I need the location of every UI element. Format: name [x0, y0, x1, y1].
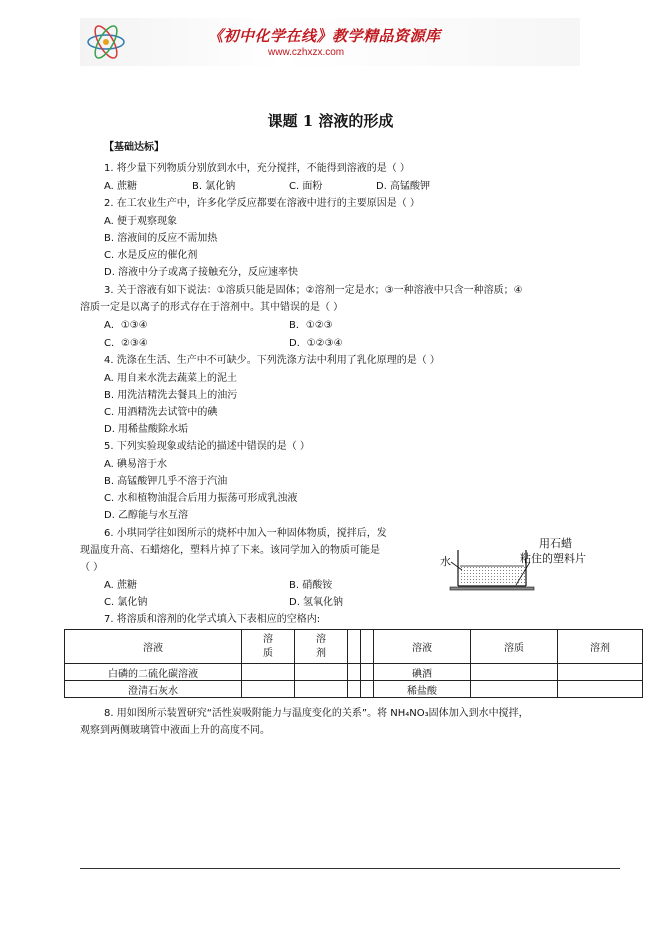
table-header-row: [65, 630, 643, 664]
solution-table: [64, 629, 643, 698]
q2-option-a: A. 便于观察现象: [104, 216, 178, 227]
q3-option-a: A．①③④: [104, 320, 148, 331]
section-heading: 【基础达标】: [104, 142, 164, 153]
table-gap-cell: [348, 664, 361, 681]
q6-option-b: B. 硝酸铵: [289, 580, 333, 591]
answer-cell[interactable]: [242, 664, 295, 681]
table-header-cell: 溶剂: [558, 630, 643, 664]
answer-cell[interactable]: [295, 664, 348, 681]
q4-option-d: D. 用稀盐酸除水垢: [104, 424, 189, 435]
fig-label-line2: 粘住的塑料片: [520, 552, 586, 565]
table-gap-cell: [348, 681, 361, 698]
table-header-cell: 溶液: [374, 630, 471, 664]
table-cell: 碘酒: [374, 664, 471, 681]
table-row: [65, 664, 643, 681]
q4-option-a: A. 用自来水洗去蔬菜上的泥土: [104, 373, 238, 384]
q2-option-d: D. 溶液中分子或离子接触充分，反应速率快: [104, 267, 299, 278]
q5-option-a: A. 碘易溶于水: [104, 459, 168, 470]
q7-stem: 7. 将溶质和溶剂的化学式填入下表相应的空格内:: [104, 614, 321, 625]
q6-stem-line3: （ ）: [80, 562, 104, 573]
q6-option-d: D. 氢氧化钠: [289, 597, 344, 608]
q4-option-b: B. 用洗洁精洗去餐具上的油污: [104, 390, 238, 401]
table-header-cell: 溶剂: [295, 630, 348, 664]
table-cell: 澄清石灰水: [65, 681, 242, 698]
q6-stem-line2: 现温度升高、石蜡熔化，塑料片掉了下来。该同学加入的物质可能是: [80, 545, 380, 556]
q8-line2: 观察到两侧玻璃管中液面上升的高度不同。: [80, 725, 270, 736]
q3-option-c: C．②③④: [104, 338, 148, 349]
beaker-diagram: [436, 536, 636, 598]
table-header-cell: 溶质: [242, 630, 295, 664]
atom-logo-icon: [84, 20, 128, 64]
table-gap-cell: [348, 630, 361, 664]
q3-stem-line2: 溶质一定是以离子的形式存在于溶剂中。其中错误的是（ ）: [80, 302, 344, 313]
q5-option-c: C. 水和植物油混合后用力振荡可形成乳浊液: [104, 493, 298, 504]
q1-option-a: A. 蔗糖: [104, 181, 138, 192]
q3-stem-line1: 3. 关于溶液有如下说法：①溶质只能是固体；②溶剂一定是水；③一种溶液中只含一种溶质；④: [104, 285, 523, 296]
q1-option-b: B. 氯化钠: [192, 181, 236, 192]
answer-cell[interactable]: [295, 681, 348, 698]
q6-option-c: C. 氯化钠: [104, 597, 148, 608]
q1-stem: 1. 将少量下列物质分别放到水中，充分搅拌，不能得到溶液的是（ ）: [104, 163, 410, 174]
table-header-cell: 溶质: [471, 630, 558, 664]
q5-stem: 5. 下列实验现象或结论的描述中错误的是（ ）: [104, 441, 310, 452]
q3-option-d: D．①②③④: [289, 338, 343, 349]
banner-title: 《初中化学在线》教学精品资源库: [208, 27, 441, 45]
q2-option-b: B. 溶液间的反应不需加热: [104, 233, 218, 244]
q2-option-c: C. 水是反应的催化剂: [104, 250, 198, 261]
footer-divider: [80, 868, 620, 869]
answer-cell[interactable]: [558, 664, 643, 681]
q2-stem: 2. 在工农业生产中，许多化学反应都要在溶液中进行的主要原因是（ ）: [104, 198, 420, 209]
answer-cell[interactable]: [242, 681, 295, 698]
q3-option-b: B．①②③: [289, 320, 333, 331]
table-row: [65, 681, 643, 698]
beaker-figure: [436, 536, 636, 602]
header-banner: [80, 18, 580, 66]
banner-url: www.czhxzx.com: [268, 47, 345, 58]
table-header-cell: 溶液: [65, 630, 242, 664]
q4-option-c: C. 用酒精洗去试管中的碘: [104, 407, 218, 418]
answer-cell[interactable]: [471, 664, 558, 681]
page-title: 课题 1 溶液的形成: [267, 112, 394, 130]
q6-option-a: A. 蔗糖: [104, 580, 138, 591]
answer-cell[interactable]: [558, 681, 643, 698]
fig-water-label: 水: [440, 555, 451, 568]
q5-option-d: D. 乙醇能与水互溶: [104, 510, 189, 521]
q1-option-d: D. 高锰酸钾: [376, 181, 431, 192]
table-gap-cell: [361, 681, 374, 698]
q6-stem-line1: 6. 小琪同学往如图所示的烧杯中加入一种固体物质，搅拌后，发: [104, 528, 387, 539]
table-gap-cell: [361, 664, 374, 681]
fig-label-line1: 用石蜡: [539, 537, 572, 550]
q8-line1: 8. 用如图所示装置研究“活性炭吸附能力与温度变化的关系”。将 NH₄NO₃固体加入到水中搅拌，: [104, 708, 529, 719]
q1-option-c: C. 面粉: [289, 181, 323, 192]
table-cell: 稀盐酸: [374, 681, 471, 698]
table-cell: 白磷的二硫化碳溶液: [65, 664, 242, 681]
q5-option-b: B. 高锰酸钾几乎不溶于汽油: [104, 476, 228, 487]
q4-stem: 4. 洗涤在生活、生产中不可缺少。下列洗涤方法中利用了乳化原理的是（ ）: [104, 355, 440, 366]
table-gap-cell: [361, 630, 374, 664]
answer-cell[interactable]: [471, 681, 558, 698]
